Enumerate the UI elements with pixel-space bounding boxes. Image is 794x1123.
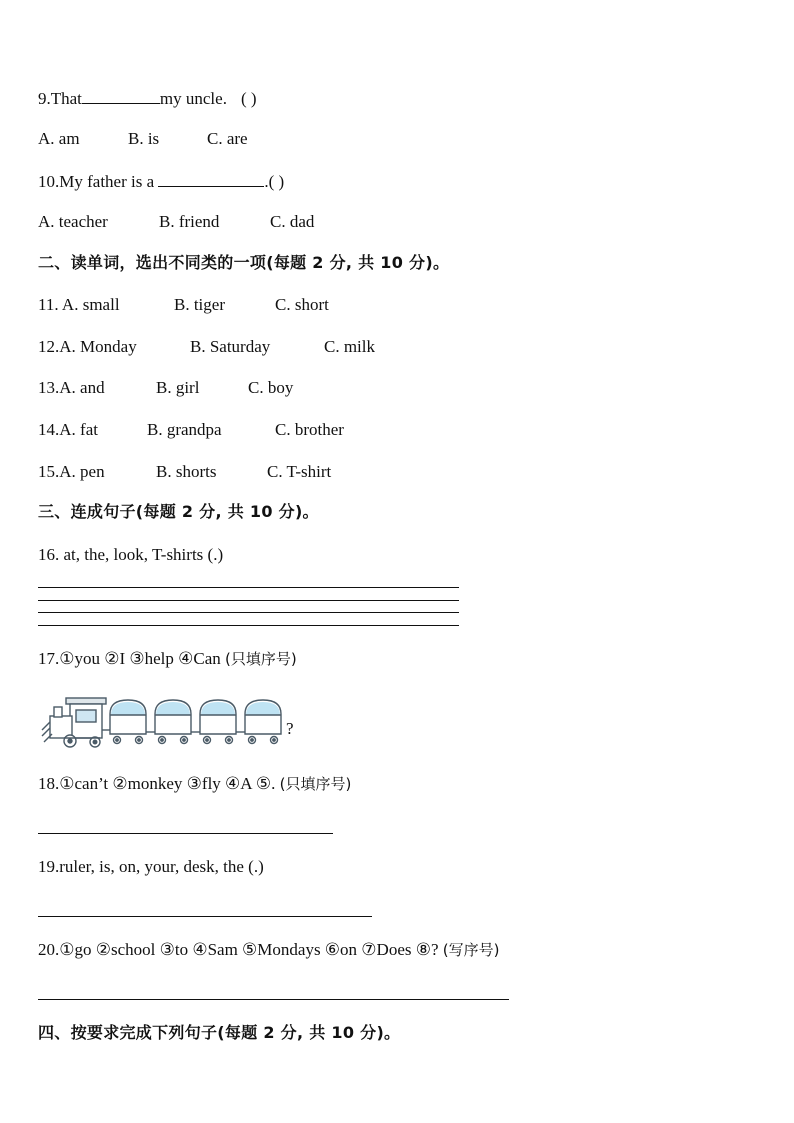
q10-options <box>38 212 738 232</box>
q19-answer-line[interactable] <box>38 916 372 917</box>
question-12 <box>38 337 738 357</box>
q18-answer-line[interactable] <box>38 833 333 834</box>
question-18 <box>38 774 351 794</box>
q17-words: 17.①you ②I ③help ④Can <box>38 649 221 668</box>
train-question-mark: ? <box>286 719 294 738</box>
q10-answer-blank[interactable] <box>158 170 264 187</box>
q9-answer-blank[interactable] <box>82 87 160 104</box>
q9-option-a: A. am <box>38 129 80 148</box>
section-3-title: 三、连成句子(每题 2 分, 共 10 分)。 <box>38 502 319 521</box>
q10-option-a: A. teacher <box>38 212 108 231</box>
q12-option-b: B. Saturday <box>190 337 271 356</box>
section-4-title: 四、按要求完成下列句子(每题 2 分, 共 10 分)。 <box>38 1023 401 1042</box>
train-car-1[interactable] <box>110 700 146 744</box>
q16-answer-line-1[interactable] <box>38 587 459 588</box>
q16-answer-line-4[interactable] <box>38 625 459 626</box>
train-answer-diagram <box>40 694 302 757</box>
q13-option-c: C. boy <box>248 378 294 397</box>
q20-note: (写序号) <box>442 941 500 959</box>
q9-text-before: 9.That <box>38 89 82 108</box>
question-17 <box>38 649 297 669</box>
train-car-2[interactable] <box>155 700 191 744</box>
q18-note: (只填序号) <box>279 775 352 793</box>
q11-option-b: B. tiger <box>174 295 225 314</box>
train-car-3[interactable] <box>200 700 236 744</box>
q10-option-c: C. dad <box>270 212 315 231</box>
q10-text-after[interactable]: .( ) <box>264 172 285 191</box>
question-16: 16. at, the, look, T-shirts (.) <box>38 545 224 564</box>
question-19: 19.ruler, is, on, your, desk, the (.) <box>38 857 264 876</box>
q9-choice-paren[interactable]: ( ) <box>240 89 257 108</box>
q10-option-b: B. friend <box>159 212 220 231</box>
q9-options <box>38 129 738 149</box>
q9-option-b: B. is <box>128 129 160 148</box>
q11-option-a: 11. A. small <box>38 295 120 314</box>
q14-option-b: B. grandpa <box>147 420 222 439</box>
train-illustration <box>40 694 302 752</box>
train-car-4[interactable] <box>245 700 281 744</box>
q20-answer-line[interactable] <box>38 999 509 1000</box>
q10-text-before: 10.My father is a <box>38 172 155 191</box>
q16-answer-line-2[interactable] <box>38 600 459 601</box>
question-20 <box>38 940 499 960</box>
q15-option-b: B. shorts <box>156 462 217 481</box>
q12-option-a: 12.A. Monday <box>38 337 137 356</box>
q20-words: 20.①go ②school ③to ④Sam ⑤Mondays ⑥on ⑦Does ⑧? <box>38 940 439 959</box>
q16-answer-line-3[interactable] <box>38 612 459 613</box>
q15-option-c: C. T-shirt <box>267 462 332 481</box>
question-10 <box>38 170 284 192</box>
q14-option-c: C. brother <box>275 420 344 439</box>
question-9 <box>38 87 257 109</box>
q13-option-b: B. girl <box>156 378 200 397</box>
question-15 <box>38 462 738 482</box>
q12-option-c: C. milk <box>324 337 376 356</box>
q13-option-a: 13.A. and <box>38 378 105 397</box>
question-13 <box>38 378 738 398</box>
question-11 <box>38 295 738 315</box>
section-2-title: 二、读单词，选出不同类的一项(每题 2 分, 共 10 分)。 <box>38 253 450 272</box>
q18-words: 18.①can’t ②monkey ③fly ④A ⑤. <box>38 774 276 793</box>
question-14 <box>38 420 738 440</box>
q15-option-a: 15.A. pen <box>38 462 105 481</box>
q9-option-c: C. are <box>207 129 248 148</box>
q17-note: (只填序号) <box>225 650 297 668</box>
q11-option-c: C. short <box>275 295 329 314</box>
train-engine-icon <box>42 698 110 747</box>
q14-option-a: 14.A. fat <box>38 420 98 439</box>
q9-text-after: my uncle. <box>159 89 227 108</box>
